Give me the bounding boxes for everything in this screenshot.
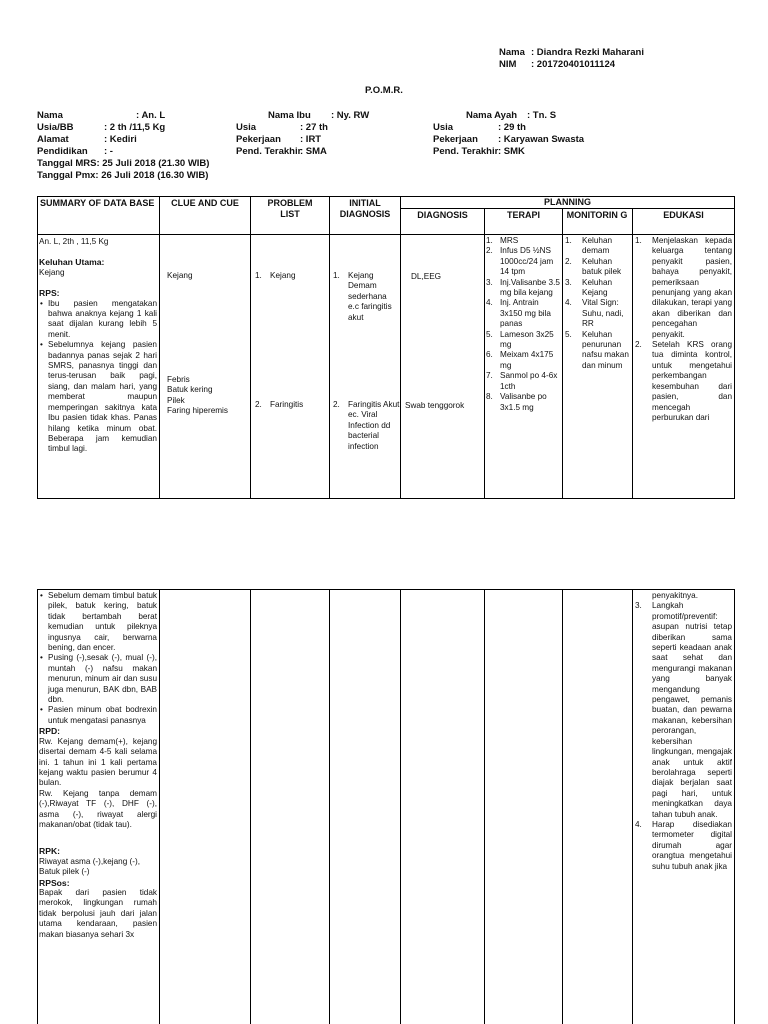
mother-age-value: : 27 th xyxy=(300,122,328,133)
terapi-cell xyxy=(486,236,560,413)
patient-name-value: : An. L xyxy=(136,110,166,121)
col-divider xyxy=(159,196,160,499)
document-title: P.O.M.R. xyxy=(365,85,403,96)
father-age-value: : 29 th xyxy=(498,122,526,133)
keluhan-title: Keluhan Utama: xyxy=(39,257,105,268)
pmx-date: Tanggal Pmx: 26 Juli 2018 (16.30 WIB) xyxy=(37,170,209,181)
col-divider xyxy=(37,589,38,1024)
problem-2: Faringitis xyxy=(270,400,304,409)
clue-item: Pilek xyxy=(167,395,185,405)
mother-edu-value: : SMA xyxy=(300,146,327,157)
mrs-date: Tanggal MRS: 25 Juli 2018 (21.30 WIB) xyxy=(37,158,210,169)
summary-cell xyxy=(39,237,157,455)
initial-2-number: 2. xyxy=(333,400,340,409)
monitoring-item: 2. Keluhan batuk pilek xyxy=(565,256,622,277)
keluhan-text: Kejang xyxy=(39,267,65,277)
diagnosis-2: Swab tenggorok xyxy=(405,401,465,410)
col-divider xyxy=(250,589,251,1024)
col-divider xyxy=(562,208,563,499)
col-divider xyxy=(484,589,485,1024)
header-initial: INITIAL DIAGNOSIS xyxy=(339,198,391,219)
patient-address-label: Alamat xyxy=(37,134,69,145)
monitoring-item: 5. Keluhan penurunan nafsu makan dan minum xyxy=(565,329,629,370)
header-terapi: TERAPI xyxy=(506,210,540,220)
initial-2: Faringitis Akut ec. Viral Infection dd bacterial infection xyxy=(348,400,400,451)
terapi-item: 6. Meixam 4x175 mg xyxy=(486,350,554,370)
terapi-item: 2. Infus D5 ½NS 1000cc/24 jam 14 tpm xyxy=(486,246,554,277)
rps-item: • Pasien minum obat bodrexin untuk mengatasi panasnya xyxy=(48,705,157,726)
col-divider xyxy=(329,196,330,499)
summary-cell-page2 xyxy=(39,591,157,1024)
terapi-item: 5. Lameson 3x25 mg xyxy=(486,329,554,350)
header-edukasi: EDUKASI xyxy=(663,210,704,220)
col-divider xyxy=(632,208,633,499)
edukasi-item: 2. Setelah KRS orang tua diminta kontrol, untuk mengetahui perkembangan kesembuhan dari pasien, dan mencegah perburukan dari xyxy=(635,340,732,422)
terapi-item: 3. Inj.Valisanbe 3.5 mg bila kejang xyxy=(486,277,560,298)
rpsos-title: RPSos: xyxy=(39,877,70,888)
monitoring-item: 3. Keluhan Kejang xyxy=(565,277,613,298)
clue-item: Faring hiperemis xyxy=(167,406,228,416)
initial-1-number: 1. xyxy=(333,271,340,280)
rps-continued-list xyxy=(39,591,157,726)
planning-subheader-line xyxy=(400,208,735,209)
monitoring-item: 4. Vital Sign: Suhu, nadi, RR xyxy=(565,298,624,329)
father-name-value: : Tn. S xyxy=(527,110,557,121)
col-divider xyxy=(329,589,330,1024)
monitoring-cell xyxy=(565,236,629,371)
problem-1-number: 1. xyxy=(255,271,262,280)
col-divider xyxy=(250,196,251,499)
monitoring-list xyxy=(565,236,629,371)
patient-address-value: : Kediri xyxy=(104,134,137,145)
edukasi-item: 3. Langkah promotif/preventif: asupan nutrisi tetap diberikan sama seperti keadaan anak saat sehat dan mengurangi makanan yang banyak mengandung pengawet, pemanis buatan, dan pewarna makanan, kebersihan perorangan, kebersihan lingkungan, mengajak anak untuk aktif berolahraga seperti diajak berjalan saat pagi hari, untuk meningkatkan daya tahan tubuh anak. xyxy=(635,601,732,819)
clue-item: Batuk kering xyxy=(167,385,213,395)
father-job-value: : Karyawan Swasta xyxy=(498,134,585,145)
patient-name-label: Nama xyxy=(37,110,63,121)
mother-name-label: Nama Ibu xyxy=(268,110,311,121)
father-job-label: Pekerjaan xyxy=(433,134,478,145)
col-divider xyxy=(400,589,401,1024)
author-name-label: Nama xyxy=(499,47,525,58)
header-diagnosis: DIAGNOSIS xyxy=(417,210,468,220)
col-divider xyxy=(37,196,38,499)
col-divider xyxy=(632,589,633,1024)
rps-item: • Ibu pasien mengatakan bahwa anaknya kejang 1 kali saat dijalan kurang lebih 5 menit. xyxy=(48,299,157,341)
rpsos-text: Bapak dari pasien tidak merokok, lingkungan rumah tidak berpolusi jauh dari jalan utama kendaraan, pasien makan biasanya sehari 3x xyxy=(39,887,157,939)
rps-title: RPS: xyxy=(39,288,60,299)
rpk-text: Riwayat asma (-),kejang (-), Batuk pilek (-) xyxy=(39,856,141,877)
patient-education-value: : - xyxy=(104,146,113,157)
father-edu-label: Pend. Terakhir xyxy=(433,146,499,157)
father-name-label: Nama Ayah xyxy=(466,110,518,121)
patient-education-label: Pendidikan xyxy=(37,146,88,157)
rps-item: • Sebelumnya kejang pasien badannya panas sejak 2 hari SMRS, panasnya tinggi dan terus-terusan baik pagi, siang, dan malam hari, yang memberat maupun memperingan sakitnya kata Ibu pasien tidak khas. Panas hilang ketika minum obat. Beberapa jam kemudian timbul lagi. xyxy=(48,340,157,454)
rpd-text-2: Rw. Kejang tanpa demam (-),Riwayat TF (-), DHF (-), asma (-), riwayat alergi makanan/obat (tidak tau). xyxy=(39,788,157,829)
clue-1: Kejang xyxy=(167,271,193,280)
initial-1: Kejang Demam sederhana e.c faringitis akut xyxy=(348,271,392,322)
header-summary: SUMMARY OF DATA BASE xyxy=(40,198,155,208)
clue-item: Febris xyxy=(167,375,190,384)
edukasi-item: 4. Harap disediakan termometer digital dirumah agar orangtua mengetahui suhu tubuh anak jika xyxy=(635,819,732,871)
terapi-item: 4. Inj. Antrain 3x150 mg bila panas xyxy=(486,298,551,329)
table-border-bottom xyxy=(37,498,735,499)
edukasi-list xyxy=(635,236,732,423)
mother-job-value: : IRT xyxy=(300,134,322,145)
patient-age-value: : 2 th /11,5 Kg xyxy=(104,122,166,133)
author-nim-label: NIM xyxy=(499,59,517,70)
terapi-list xyxy=(486,236,560,413)
edukasi-cell xyxy=(635,236,732,496)
rpd-text-1: Rw. Kejang demam(+), kejang disertai demam 4-5 kali selama ini. 1 tahun ini 1 kali pertama kejang waktu pasien berumur 4 bulan. xyxy=(39,736,157,788)
clue-2-list xyxy=(167,375,252,417)
author-nim: : 201720401011124 xyxy=(531,59,616,70)
patient-age-label: Usia/BB xyxy=(37,122,74,133)
table-border-top xyxy=(37,589,735,590)
mother-edu-label: Pend. Terakhir xyxy=(236,146,302,157)
mother-job-label: Pekerjaan xyxy=(236,134,281,145)
header-problem: PROBLEM LIST xyxy=(267,198,313,219)
rps-item: • Pusing (-),sesak (-), mual (-), muntah (-) nafsu makan menurun, minum air dan susu juga menurun, BAK dbn, BAB dbn. xyxy=(48,653,157,705)
rps-list xyxy=(39,299,157,455)
mother-name-value: : Ny. RW xyxy=(331,110,370,121)
col-divider xyxy=(400,196,401,499)
terapi-item: 8. Valisanbe po 3x1.5 mg xyxy=(486,392,547,412)
father-edu-value: : SMK xyxy=(498,146,525,157)
problem-2-number: 2. xyxy=(255,400,262,409)
monitoring-item: 1. Keluhan demam xyxy=(565,236,613,256)
mother-age-label: Usia xyxy=(236,122,257,133)
edukasi-item: 1. Menjelaskan kepada keluarga tentang penyakit pasien, bahaya penyakit, pemeriksaan penunjang yang akan dilakukan, terapi yang akan diberikan dan pencegahan penyakit. xyxy=(635,236,732,339)
header-clue: CLUE AND CUE xyxy=(171,198,239,208)
father-age-label: Usia xyxy=(433,122,454,133)
rpk-title: RPK: xyxy=(39,846,61,857)
header-planning: PLANNING xyxy=(544,197,591,207)
author-name: : Diandra Rezki Maharani xyxy=(531,47,644,58)
col-divider xyxy=(159,589,160,1024)
rpd-title: RPD: xyxy=(39,726,61,737)
col-divider xyxy=(734,196,735,499)
col-divider xyxy=(734,589,735,1024)
col-divider xyxy=(484,208,485,499)
diagnosis-1: DL,EEG xyxy=(411,272,442,281)
header-bottom-line xyxy=(37,234,735,235)
patient-summary: An. L, 2th , 11,5 Kg xyxy=(39,237,109,246)
terapi-item: 1. MRS xyxy=(486,236,519,245)
col-divider xyxy=(562,589,563,1024)
problem-1: Kejang xyxy=(270,271,296,280)
edukasi-cell-page2 xyxy=(635,591,732,1024)
edukasi-continued: penyakitnya. xyxy=(652,591,698,600)
header-monitoring: MONITORIN G xyxy=(566,210,628,220)
edukasi-list-page2 xyxy=(635,601,732,872)
terapi-item: 7. Sanmol po 4-6x 1cth xyxy=(486,371,558,391)
rps-item: • Sebelum demam timbul batuk pilek, batuk kering, batuk tidak bertambah berat kemudian untuk pileknya ingusnya cair, berwarna bening, dan encer. xyxy=(48,591,157,653)
